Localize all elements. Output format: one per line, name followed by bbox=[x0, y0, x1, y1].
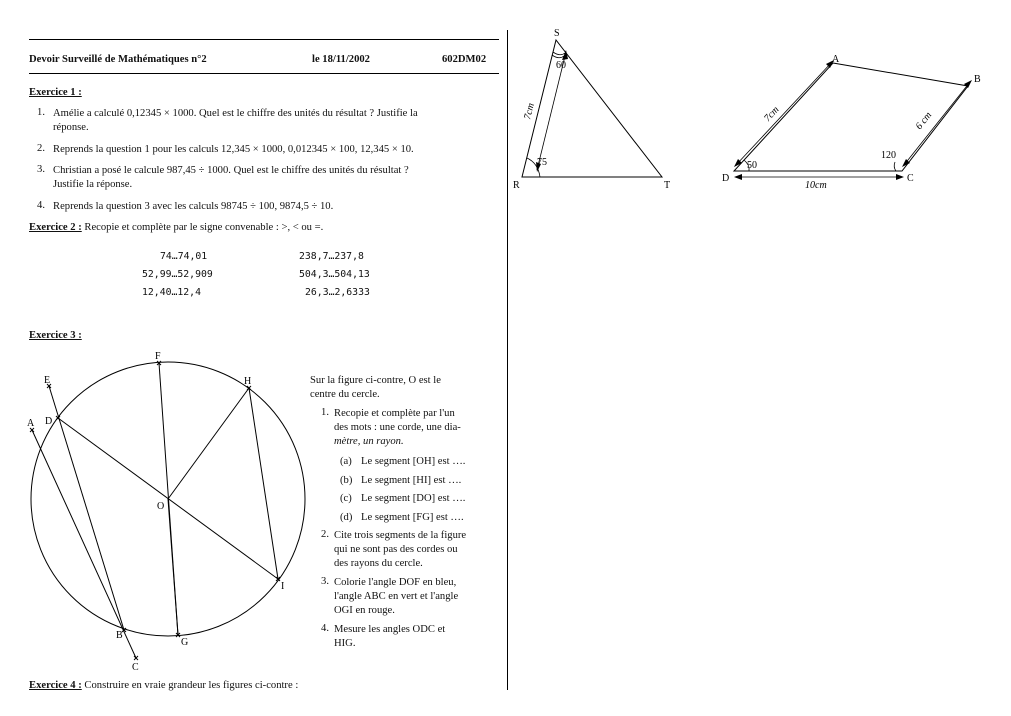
ex2-left-3: 12,40…12,4 bbox=[142, 287, 201, 298]
ex2-title: Exercice 2 : bbox=[29, 222, 82, 233]
ex3-q4-num: 4. bbox=[321, 623, 329, 634]
ex2-right-1: 238,7…237,8 bbox=[299, 251, 364, 262]
triangle-vertex-t: T bbox=[664, 180, 671, 191]
ex1-item-1-line2: réponse. bbox=[53, 122, 89, 133]
ex3-sub-d-label: (d) bbox=[340, 512, 353, 523]
quad-vertex-b: B bbox=[974, 74, 981, 85]
column-divider bbox=[507, 30, 508, 690]
ex3-title: Exercice 3 : bbox=[29, 330, 82, 341]
ex3-sub-c-label: (c) bbox=[340, 493, 352, 504]
ex3-q1-num: 1. bbox=[321, 407, 329, 418]
ex3-sub-a-label: (a) bbox=[340, 456, 352, 467]
ex1-item-4-line1: Reprends la question 3 avec les calculs 98745 ÷ 100, 9874,5 ÷ 10. bbox=[53, 201, 334, 212]
point-label-o: O bbox=[157, 501, 165, 512]
ex3-sub-b-label: (b) bbox=[340, 475, 353, 486]
ex1-item-num: 1. bbox=[37, 107, 45, 118]
ex1-item-1-line1: Amélie a calculé 0,12345 × 1000. Quel est le chiffre des unités du résultat ? Justifie la bbox=[53, 108, 418, 119]
ex3-sub-c-text: Le segment [DO] est …. bbox=[361, 493, 466, 504]
header-top-rule bbox=[29, 39, 499, 40]
doc-title: Devoir Surveillé de Mathématiques n°2 bbox=[29, 54, 207, 65]
triangle-angle-r: 75 bbox=[537, 157, 547, 168]
ex3-q2-num: 2. bbox=[321, 529, 329, 540]
point-label-a: A bbox=[27, 418, 35, 429]
ex2-left-1: 74…74,01 bbox=[160, 251, 208, 262]
circle-figure bbox=[0, 340, 310, 680]
ex3-q3-line1: Colorie l'angle DOF en bleu, bbox=[334, 577, 457, 588]
ex2-heading bbox=[29, 221, 323, 235]
ex3-sub-a-text: Le segment [OH] est …. bbox=[361, 456, 466, 467]
ex3-intro-line1: Sur la figure ci-contre, O est le bbox=[310, 375, 441, 386]
point-label-c: C bbox=[132, 662, 139, 673]
point-label-d: D bbox=[45, 416, 53, 427]
line-eb bbox=[49, 386, 124, 630]
ex3-sub-d-text: Le segment [FG] est …. bbox=[361, 512, 464, 523]
ex3-sub-b-text: Le segment [HI] est …. bbox=[361, 475, 462, 486]
ex3-q3-line3: OGI en rouge. bbox=[334, 605, 395, 616]
line-og bbox=[168, 499, 178, 635]
quad-vertex-c: C bbox=[907, 173, 914, 184]
ex3-q3-num: 3. bbox=[321, 576, 329, 587]
doc-date: le 18/11/2002 bbox=[312, 54, 370, 65]
ex2-left-2: 52,99…52,909 bbox=[142, 269, 213, 280]
ex3-q2-line1: Cite trois segments de la figure bbox=[334, 530, 467, 541]
point-label-i: I bbox=[281, 581, 285, 592]
ex4-title: Exercice 4 : bbox=[29, 680, 82, 691]
quad-vertex-d: D bbox=[722, 173, 730, 184]
ex3-q1-line3: mètre, un rayon. bbox=[334, 436, 404, 447]
ex3-q1-line2: des mots : une corde, une dia- bbox=[334, 422, 461, 433]
ex3-q4-line2: HIG. bbox=[334, 638, 356, 649]
ex3-q2-line2: qui ne sont pas des cordes ou bbox=[334, 544, 458, 555]
header-bottom-rule bbox=[29, 73, 499, 74]
ex1-item-num: 4. bbox=[37, 200, 45, 211]
triangle-vertex-r: R bbox=[513, 180, 520, 191]
ex3-q1-line1: Recopie et complète par l'un bbox=[334, 408, 455, 419]
doc-code: 602DM02 bbox=[442, 54, 487, 65]
ex1-item-num: 2. bbox=[37, 143, 45, 154]
quadrilateral-figure bbox=[715, 45, 990, 200]
point-label-f: F bbox=[155, 351, 161, 362]
ex1-item-2-line1: Reprends la question 1 pour les calculs 12,345 × 1000, 0,012345 × 100, 12,345 × 10. bbox=[53, 144, 414, 155]
ex3-q3-line2: l'angle ABC en vert et l'angle bbox=[334, 591, 459, 602]
ex1-item-3-line2: Justifie la réponse. bbox=[53, 179, 133, 190]
ex2-right-3: 26,3…2,6333 bbox=[305, 287, 370, 298]
ex1-title: Exercice 1 : bbox=[29, 87, 82, 98]
quad-side-da: 7cm bbox=[762, 104, 782, 125]
point-label-h: H bbox=[244, 376, 252, 387]
ex1-item-3-line1: Christian a posé le calcule 987,45 ÷ 1000. Quel est le chiffre des unités du résultat ? bbox=[53, 165, 409, 176]
quad-angle-d: 50 bbox=[747, 160, 757, 171]
triangle-vertex-s: S bbox=[554, 28, 560, 39]
triangle-side-rs: 7cm bbox=[522, 101, 537, 121]
line-oh bbox=[168, 388, 249, 499]
point-label-e: E bbox=[44, 375, 51, 386]
quad-side-dc: 10cm bbox=[805, 180, 827, 191]
triangle-figure bbox=[510, 20, 685, 200]
ex3-q2-line3: des rayons du cercle. bbox=[334, 558, 423, 569]
point-label-g: G bbox=[181, 637, 189, 648]
line-hi bbox=[249, 388, 278, 579]
ex4-instruction: Construire en vraie grandeur les figures ci-contre : bbox=[84, 680, 299, 691]
ex4-heading bbox=[29, 679, 298, 693]
point-label-b: B bbox=[116, 630, 123, 641]
quad-side-cb: 6 cm bbox=[913, 109, 935, 132]
quad-angle-c: 120 bbox=[881, 150, 896, 161]
ex3-intro-line2: centre du cercle. bbox=[310, 389, 380, 400]
quad-vertex-a: A bbox=[832, 54, 840, 65]
ex2-right-2: 504,3…504,13 bbox=[299, 269, 370, 280]
ex1-item-num: 3. bbox=[37, 164, 45, 175]
triangle-angle-s: 60 bbox=[556, 60, 566, 71]
ex3-q4-line1: Mesure les angles ODC et bbox=[334, 624, 446, 635]
ex2-instruction: Recopie et complète par le signe convenable : >, < ou =. bbox=[84, 222, 324, 233]
